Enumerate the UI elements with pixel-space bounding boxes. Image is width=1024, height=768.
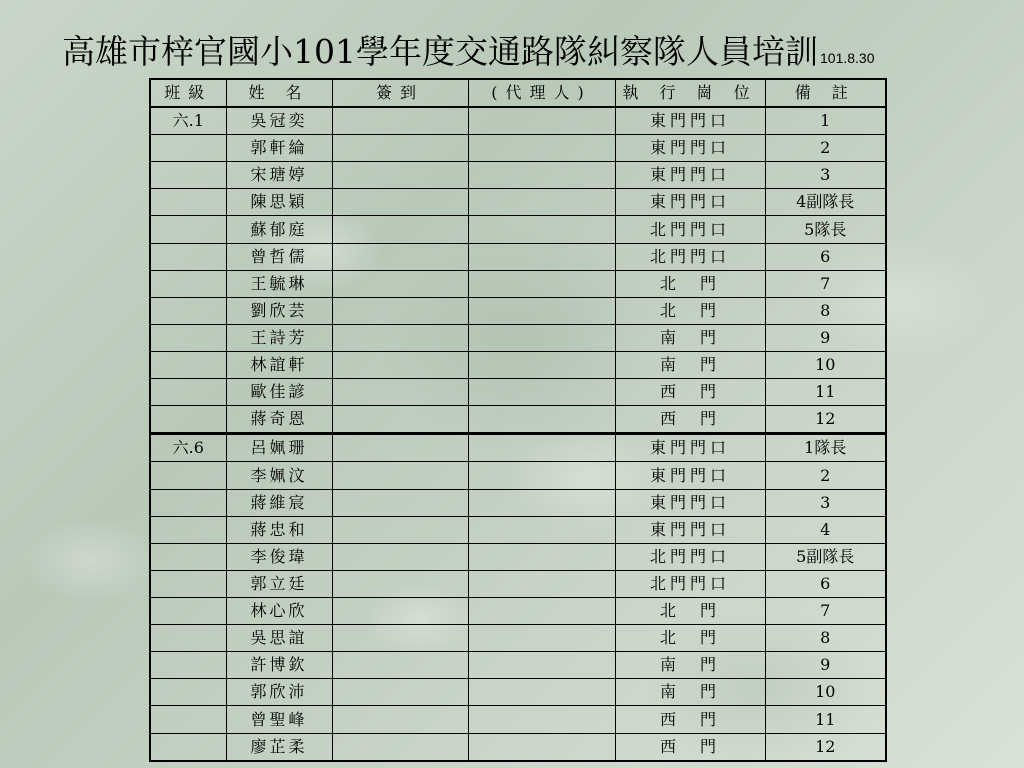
table-row: [150, 107, 886, 135]
note-cell: 2: [765, 135, 886, 162]
class-cell: 六.6: [150, 434, 226, 462]
header-class: 班級: [150, 79, 226, 107]
student-name-cell: 蔣奇恩: [226, 406, 332, 434]
post-cell: 東門門口: [615, 135, 765, 162]
student-name-cell: 蔣維宸: [226, 489, 332, 516]
header-name: 姓 名: [226, 79, 332, 107]
class-cell: [150, 462, 226, 489]
note-cell: 3: [765, 489, 886, 516]
table-row: [150, 135, 886, 162]
table-row: [150, 189, 886, 216]
student-name-cell: 許博欽: [226, 652, 332, 679]
post-cell: 南 門: [615, 352, 765, 379]
class-cell: [150, 324, 226, 351]
note-cell: 6: [765, 243, 886, 270]
note-cell: 8: [765, 297, 886, 324]
sign-in-cell: [332, 189, 468, 216]
note-cell: 1: [765, 107, 886, 135]
table-row: [150, 406, 886, 434]
table-row: [150, 270, 886, 297]
student-name-cell: 呂姵珊: [226, 434, 332, 462]
note-cell: 12: [765, 406, 886, 434]
table-row: [150, 162, 886, 189]
post-cell: 西 門: [615, 406, 765, 434]
post-cell: 東門門口: [615, 189, 765, 216]
class-cell: [150, 570, 226, 597]
post-cell: 北門門口: [615, 216, 765, 243]
table-row: [150, 379, 886, 406]
proxy-cell: [468, 107, 615, 135]
sign-in-cell: [332, 216, 468, 243]
class-cell: [150, 379, 226, 406]
student-name-cell: 宋瑭婷: [226, 162, 332, 189]
post-cell: 東門門口: [615, 462, 765, 489]
table-header-row: [150, 79, 886, 107]
proxy-cell: [468, 462, 615, 489]
class-cell: [150, 135, 226, 162]
student-name-cell: 廖芷柔: [226, 733, 332, 761]
class-cell: [150, 352, 226, 379]
class-cell: [150, 706, 226, 733]
proxy-cell: [468, 406, 615, 434]
sign-in-cell: [332, 543, 468, 570]
post-cell: 東門門口: [615, 489, 765, 516]
post-cell: 東門門口: [615, 162, 765, 189]
note-cell: 9: [765, 324, 886, 351]
proxy-cell: [468, 297, 615, 324]
header-note: 備 註: [765, 79, 886, 107]
student-name-cell: 吳冠奕: [226, 107, 332, 135]
note-cell: 1隊長: [765, 434, 886, 462]
proxy-cell: [468, 570, 615, 597]
proxy-cell: [468, 652, 615, 679]
student-name-cell: 陳思穎: [226, 189, 332, 216]
table-row: [150, 625, 886, 652]
class-cell: [150, 733, 226, 761]
note-cell: 7: [765, 270, 886, 297]
sign-in-cell: [332, 324, 468, 351]
proxy-cell: [468, 543, 615, 570]
proxy-cell: [468, 324, 615, 351]
note-cell: 5副隊長: [765, 543, 886, 570]
class-cell: [150, 652, 226, 679]
note-cell: 8: [765, 625, 886, 652]
student-name-cell: 林誼軒: [226, 352, 332, 379]
proxy-cell: [468, 135, 615, 162]
student-name-cell: 王毓琳: [226, 270, 332, 297]
student-name-cell: 郭欣沛: [226, 679, 332, 706]
table-row: [150, 489, 886, 516]
post-cell: 西 門: [615, 379, 765, 406]
proxy-cell: [468, 679, 615, 706]
table-row: [150, 216, 886, 243]
sign-in-cell: [332, 516, 468, 543]
table-row: [150, 733, 886, 761]
note-cell: 9: [765, 652, 886, 679]
note-cell: 11: [765, 706, 886, 733]
post-cell: 北 門: [615, 270, 765, 297]
proxy-cell: [468, 189, 615, 216]
header-sign-in: 簽到: [332, 79, 468, 107]
post-cell: 東門門口: [615, 434, 765, 462]
note-cell: 11: [765, 379, 886, 406]
sign-in-cell: [332, 489, 468, 516]
student-name-cell: 林心欣: [226, 598, 332, 625]
post-cell: 西 門: [615, 706, 765, 733]
proxy-cell: [468, 216, 615, 243]
post-cell: 西 門: [615, 733, 765, 761]
note-cell: 7: [765, 598, 886, 625]
class-cell: [150, 543, 226, 570]
sign-in-cell: [332, 706, 468, 733]
class-cell: [150, 679, 226, 706]
student-name-cell: 李姵汶: [226, 462, 332, 489]
post-cell: 東門門口: [615, 516, 765, 543]
class-cell: [150, 243, 226, 270]
student-name-cell: 郭軒綸: [226, 135, 332, 162]
student-name-cell: 吳思誼: [226, 625, 332, 652]
student-name-cell: 李俊瑋: [226, 543, 332, 570]
sign-in-cell: [332, 434, 468, 462]
class-cell: [150, 406, 226, 434]
student-name-cell: 曾哲儒: [226, 243, 332, 270]
proxy-cell: [468, 270, 615, 297]
sign-in-cell: [332, 733, 468, 761]
note-cell: 6: [765, 570, 886, 597]
page-title: 高雄市梓官國小101學年度交通路隊糾察隊人員培訓: [62, 32, 818, 71]
table-row: [150, 570, 886, 597]
post-cell: 南 門: [615, 324, 765, 351]
sign-in-cell: [332, 406, 468, 434]
table-row: [150, 598, 886, 625]
post-cell: 北門門口: [615, 243, 765, 270]
post-cell: 北 門: [615, 297, 765, 324]
table-row: [150, 706, 886, 733]
table-row: [150, 679, 886, 706]
proxy-cell: [468, 352, 615, 379]
post-cell: 南 門: [615, 652, 765, 679]
sign-in-cell: [332, 462, 468, 489]
class-cell: [150, 216, 226, 243]
note-cell: 5隊長: [765, 216, 886, 243]
class-cell: [150, 189, 226, 216]
sign-in-cell: [332, 570, 468, 597]
student-name-cell: 蔣忠和: [226, 516, 332, 543]
sign-in-cell: [332, 135, 468, 162]
proxy-cell: [468, 733, 615, 761]
note-cell: 4: [765, 516, 886, 543]
sign-in-cell: [332, 297, 468, 324]
class-cell: [150, 516, 226, 543]
table-row: [150, 243, 886, 270]
table-row: [150, 297, 886, 324]
proxy-cell: [468, 379, 615, 406]
class-cell: [150, 598, 226, 625]
class-cell: [150, 162, 226, 189]
note-cell: 10: [765, 679, 886, 706]
note-cell: 3: [765, 162, 886, 189]
note-cell: 2: [765, 462, 886, 489]
table-row: [150, 543, 886, 570]
sign-in-cell: [332, 652, 468, 679]
roster-body: [150, 107, 886, 761]
student-name-cell: 歐佳諺: [226, 379, 332, 406]
header-proxy: (代理人): [468, 79, 615, 107]
post-cell: 東門門口: [615, 107, 765, 135]
class-cell: 六.1: [150, 107, 226, 135]
note-cell: 12: [765, 733, 886, 761]
class-cell: [150, 270, 226, 297]
table-row: [150, 352, 886, 379]
proxy-cell: [468, 434, 615, 462]
table-row: [150, 434, 886, 462]
table-row: [150, 462, 886, 489]
class-cell: [150, 297, 226, 324]
sign-in-cell: [332, 270, 468, 297]
class-cell: [150, 625, 226, 652]
title-bar: [62, 30, 1024, 74]
sign-in-cell: [332, 679, 468, 706]
note-cell: 4副隊長: [765, 189, 886, 216]
table-row: [150, 652, 886, 679]
sign-in-cell: [332, 352, 468, 379]
sign-in-cell: [332, 625, 468, 652]
student-name-cell: 蘇郁庭: [226, 216, 332, 243]
post-cell: 北 門: [615, 625, 765, 652]
table-row: [150, 516, 886, 543]
student-name-cell: 劉欣芸: [226, 297, 332, 324]
header-post: 執 行 崗 位: [615, 79, 765, 107]
sign-in-cell: [332, 243, 468, 270]
post-cell: 北門門口: [615, 570, 765, 597]
roster-table: [149, 78, 887, 762]
note-cell: 10: [765, 352, 886, 379]
proxy-cell: [468, 598, 615, 625]
sign-in-cell: [332, 107, 468, 135]
sign-in-cell: [332, 162, 468, 189]
table-row: [150, 324, 886, 351]
post-cell: 南 門: [615, 679, 765, 706]
proxy-cell: [468, 706, 615, 733]
sign-in-cell: [332, 379, 468, 406]
proxy-cell: [468, 489, 615, 516]
proxy-cell: [468, 625, 615, 652]
post-cell: 北 門: [615, 598, 765, 625]
class-cell: [150, 489, 226, 516]
proxy-cell: [468, 243, 615, 270]
student-name-cell: 郭立廷: [226, 570, 332, 597]
proxy-cell: [468, 162, 615, 189]
proxy-cell: [468, 516, 615, 543]
student-name-cell: 曾聖峰: [226, 706, 332, 733]
title-date: 101.8.30: [820, 50, 875, 66]
student-name-cell: 王詩芳: [226, 324, 332, 351]
sign-in-cell: [332, 598, 468, 625]
post-cell: 北門門口: [615, 543, 765, 570]
